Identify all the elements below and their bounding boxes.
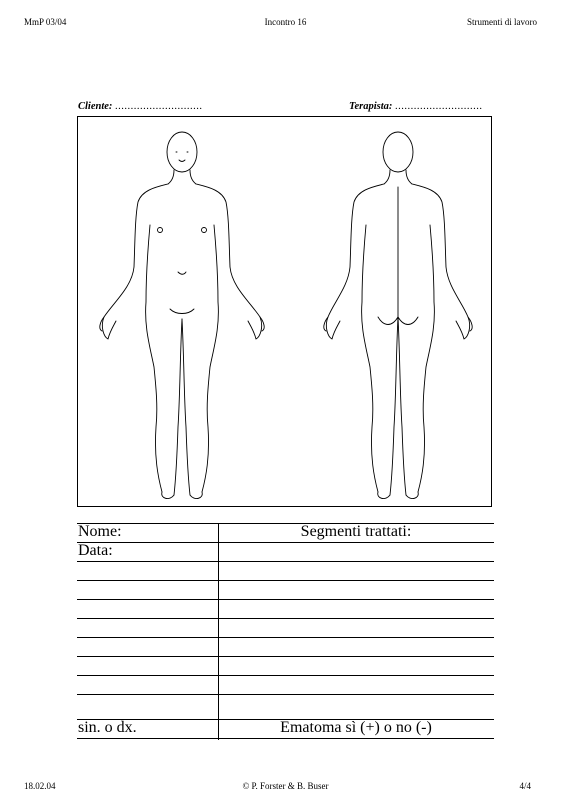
table-rule: [77, 580, 494, 581]
table-rule: [77, 637, 494, 638]
side-label: sin. o dx.: [78, 719, 137, 736]
table-rule: [77, 675, 494, 676]
table-rule: [77, 542, 494, 543]
terapista-field: [349, 101, 483, 112]
table-rule: [77, 599, 494, 600]
header-doc-code: MmP 03/04: [24, 17, 67, 27]
table-rule: [77, 561, 494, 562]
footer-copyright: © P. Forster & B. Buser: [242, 781, 329, 791]
footer-page-number: 4/4: [519, 781, 531, 791]
terapista-label: Terapista:: [349, 101, 393, 112]
terapista-blank: ............................: [395, 101, 483, 112]
cliente-label: Cliente:: [78, 101, 113, 112]
treatment-table: [77, 520, 494, 740]
table-divider: [218, 523, 219, 740]
table-rule: [77, 656, 494, 657]
table-rule: [77, 738, 494, 739]
table-rule: [77, 694, 494, 695]
cliente-blank: ............................: [115, 101, 203, 112]
segmenti-trattati-label: Segmenti trattati:: [300, 523, 412, 540]
body-chart-frame: [77, 116, 492, 507]
footer-date: 18.02.04: [24, 781, 56, 791]
ematoma-label: Ematoma sì (+) o no (-): [280, 719, 432, 736]
header-section: Strumenti di lavoro: [467, 17, 537, 27]
table-rule: [77, 618, 494, 619]
body-chart-drawing: [78, 117, 493, 508]
header-session: Incontro 16: [264, 17, 307, 27]
human-body-front-icon: [100, 132, 264, 499]
data-label: Data:: [78, 542, 113, 559]
human-body-back-icon: [324, 132, 472, 499]
nome-label: Nome:: [78, 523, 122, 540]
cliente-field: [78, 101, 203, 112]
